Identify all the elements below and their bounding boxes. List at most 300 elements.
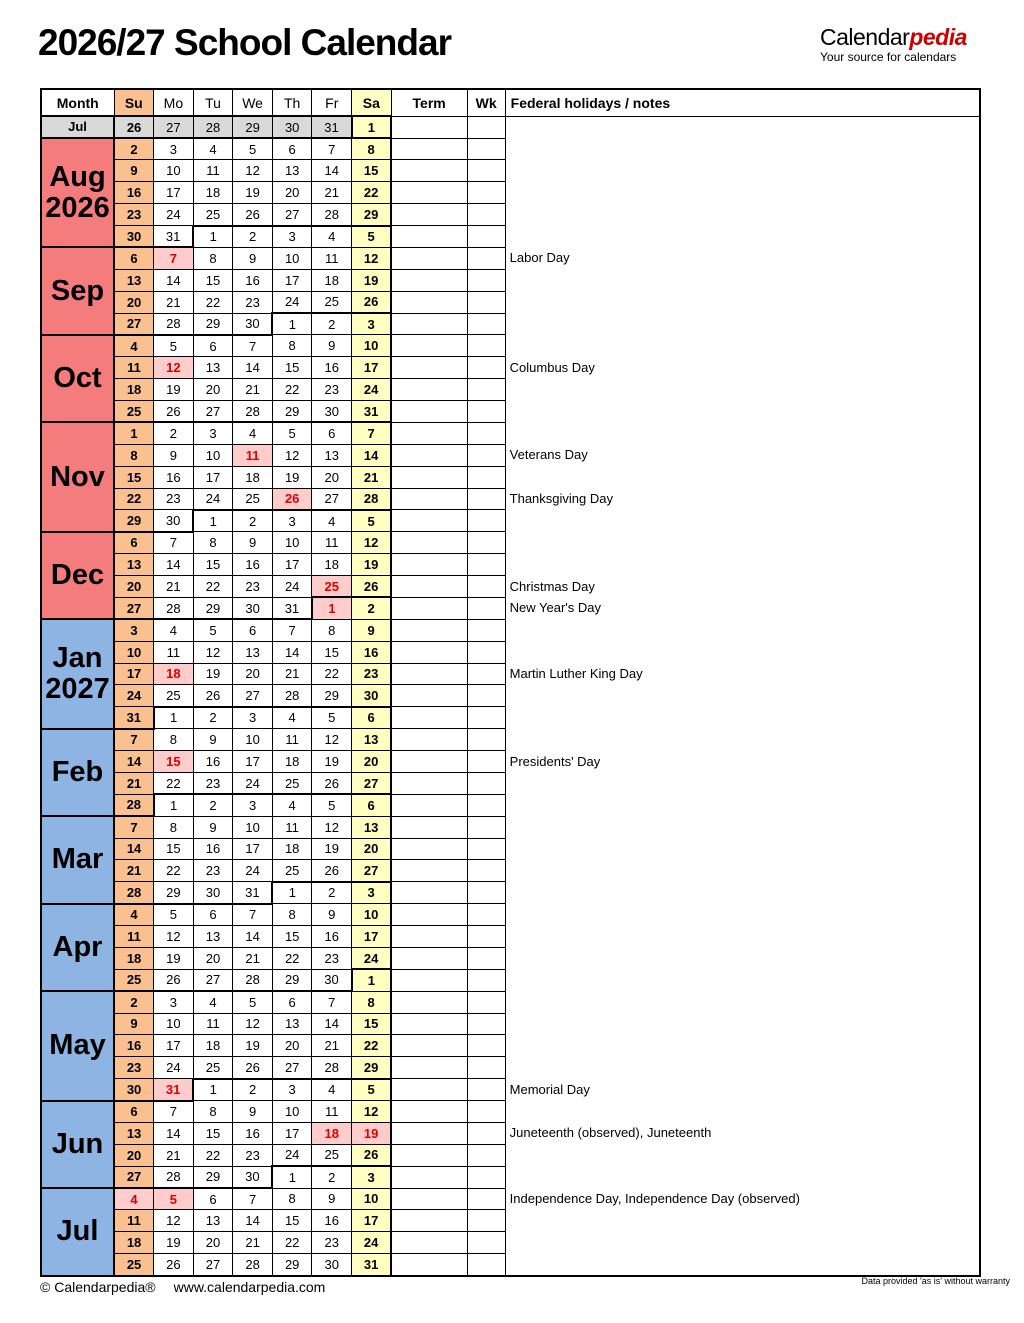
date-cell: 1 <box>193 510 233 532</box>
date-cell: 23 <box>193 860 233 882</box>
holiday-note: Independence Day, Independence Day (observed) <box>509 1191 800 1206</box>
column-header-fr: Fr <box>312 89 352 116</box>
wk-cell <box>467 379 505 401</box>
date-cell: 16 <box>154 466 194 488</box>
date-cell: 20 <box>114 576 154 598</box>
date-cell: 22 <box>272 1232 312 1254</box>
term-cell <box>391 1254 467 1276</box>
date-cell: 26 <box>233 1057 273 1079</box>
date-cell: 12 <box>312 816 352 838</box>
term-cell <box>391 401 467 423</box>
date-cell: 30 <box>233 313 273 335</box>
wk-cell <box>467 619 505 641</box>
date-cell: 29 <box>352 204 392 226</box>
date-cell: 18 <box>193 182 233 204</box>
date-cell: 9 <box>352 619 392 641</box>
wk-cell <box>467 1079 505 1101</box>
column-header-tu: Tu <box>193 89 233 116</box>
date-cell: 27 <box>233 685 273 707</box>
date-cell: 10 <box>352 1188 392 1210</box>
date-cell: 19 <box>352 269 392 291</box>
term-cell <box>391 160 467 182</box>
date-cell: 10 <box>272 247 312 269</box>
date-cell: 4 <box>193 138 233 160</box>
date-cell: 13 <box>272 160 312 182</box>
date-cell: 21 <box>233 379 273 401</box>
date-cell: 1 <box>193 226 233 248</box>
term-cell <box>391 729 467 751</box>
date-cell: 15 <box>193 554 233 576</box>
date-cell: 21 <box>312 1035 352 1057</box>
date-cell: 1 <box>272 313 312 335</box>
date-cell: 29 <box>352 1057 392 1079</box>
date-cell: 8 <box>272 904 312 926</box>
date-cell: 6 <box>272 991 312 1013</box>
date-cell: 15 <box>272 926 312 948</box>
date-cell: 22 <box>114 488 154 510</box>
date-cell: 25 <box>193 204 233 226</box>
wk-cell <box>467 751 505 773</box>
date-cell: 5 <box>312 707 352 729</box>
date-cell: 29 <box>272 1254 312 1276</box>
date-cell: 22 <box>272 947 312 969</box>
date-cell: 12 <box>193 641 233 663</box>
date-cell: 8 <box>272 1188 312 1210</box>
date-cell: 10 <box>233 729 273 751</box>
date-cell: 3 <box>272 1079 312 1101</box>
date-cell: 26 <box>154 1254 194 1276</box>
date-cell: 31 <box>233 882 273 904</box>
wk-cell <box>467 532 505 554</box>
date-cell: 15 <box>154 751 194 773</box>
date-cell: 19 <box>233 182 273 204</box>
term-cell <box>391 1013 467 1035</box>
term-cell <box>391 576 467 598</box>
date-cell: 5 <box>352 1079 392 1101</box>
date-cell: 2 <box>233 226 273 248</box>
date-cell: 7 <box>312 991 352 1013</box>
wk-cell <box>467 269 505 291</box>
date-cell: 27 <box>352 772 392 794</box>
date-cell: 25 <box>272 860 312 882</box>
date-cell: 27 <box>114 597 154 619</box>
date-cell: 24 <box>233 860 273 882</box>
date-cell: 30 <box>193 882 233 904</box>
date-cell: 17 <box>272 554 312 576</box>
date-cell: 29 <box>193 597 233 619</box>
holiday-note: New Year's Day <box>509 600 602 616</box>
term-cell <box>391 641 467 663</box>
date-cell: 24 <box>272 576 312 598</box>
date-cell: 23 <box>352 663 392 685</box>
date-cell: 23 <box>114 204 154 226</box>
footer <box>40 1279 325 1295</box>
date-cell: 12 <box>352 532 392 554</box>
date-cell: 16 <box>312 1210 352 1232</box>
date-cell: 27 <box>352 860 392 882</box>
term-cell <box>391 379 467 401</box>
date-cell: 2 <box>312 1166 352 1188</box>
date-cell: 7 <box>233 335 273 357</box>
date-cell: 11 <box>272 816 312 838</box>
date-cell: 11 <box>312 1101 352 1123</box>
date-cell: 18 <box>114 1232 154 1254</box>
date-cell: 27 <box>114 1166 154 1188</box>
date-cell: 26 <box>114 116 154 138</box>
date-cell: 20 <box>114 291 154 313</box>
term-cell <box>391 182 467 204</box>
term-cell <box>391 1210 467 1232</box>
logo-wordmark <box>820 26 967 49</box>
date-cell: 22 <box>193 291 233 313</box>
term-cell <box>391 444 467 466</box>
date-cell: 1 <box>272 882 312 904</box>
date-cell: 3 <box>233 794 273 816</box>
date-cell: 17 <box>193 466 233 488</box>
date-cell: 16 <box>114 1035 154 1057</box>
date-cell: 12 <box>154 926 194 948</box>
date-cell: 7 <box>233 904 273 926</box>
footer-disclaimer: Data provided 'as is' without warranty <box>861 1276 1010 1286</box>
date-cell: 27 <box>193 969 233 991</box>
date-cell: 18 <box>114 947 154 969</box>
date-cell: 14 <box>233 357 273 379</box>
date-cell: 4 <box>193 991 233 1013</box>
date-cell: 2 <box>193 707 233 729</box>
wk-cell <box>467 1210 505 1232</box>
date-cell: 6 <box>193 335 233 357</box>
date-cell: 10 <box>154 160 194 182</box>
wk-cell <box>467 1122 505 1144</box>
term-cell <box>391 138 467 160</box>
date-cell: 2 <box>114 991 154 1013</box>
date-cell: 26 <box>312 772 352 794</box>
date-cell: 4 <box>114 335 154 357</box>
date-cell: 13 <box>193 357 233 379</box>
date-cell: 30 <box>312 401 352 423</box>
date-cell: 25 <box>114 1254 154 1276</box>
date-cell: 25 <box>114 401 154 423</box>
date-cell: 3 <box>352 1166 392 1188</box>
date-cell: 12 <box>352 247 392 269</box>
date-cell: 19 <box>312 838 352 860</box>
holiday-note: Columbus Day <box>509 359 595 375</box>
date-cell: 14 <box>272 641 312 663</box>
date-cell: 8 <box>154 816 194 838</box>
date-cell: 23 <box>312 947 352 969</box>
month-label-jul: Jul <box>41 1188 114 1276</box>
wk-cell <box>467 182 505 204</box>
date-cell: 26 <box>352 1144 392 1166</box>
term-cell <box>391 1166 467 1188</box>
date-cell: 29 <box>154 882 194 904</box>
wk-cell <box>467 641 505 663</box>
wk-cell <box>467 707 505 729</box>
date-cell: 1 <box>154 794 194 816</box>
date-cell: 6 <box>272 138 312 160</box>
date-cell: 7 <box>114 729 154 751</box>
date-cell: 2 <box>352 597 392 619</box>
holiday-note: Juneteenth (observed), Juneteenth <box>509 1125 712 1141</box>
wk-cell <box>467 116 505 138</box>
wk-cell <box>467 1232 505 1254</box>
column-header-wk: Wk <box>467 89 505 116</box>
term-cell <box>391 904 467 926</box>
date-cell: 25 <box>312 291 352 313</box>
wk-cell <box>467 204 505 226</box>
date-cell: 9 <box>233 532 273 554</box>
date-cell: 30 <box>233 597 273 619</box>
term-cell <box>391 269 467 291</box>
date-cell: 9 <box>193 816 233 838</box>
date-cell: 3 <box>272 226 312 248</box>
date-cell: 11 <box>312 532 352 554</box>
date-cell: 22 <box>352 182 392 204</box>
date-cell: 3 <box>352 313 392 335</box>
date-cell: 28 <box>154 597 194 619</box>
date-cell: 11 <box>193 1013 233 1035</box>
week-row <box>41 116 980 138</box>
date-cell: 5 <box>312 794 352 816</box>
date-cell: 21 <box>154 576 194 598</box>
date-cell: 6 <box>312 422 352 444</box>
term-cell <box>391 532 467 554</box>
date-cell: 31 <box>352 1254 392 1276</box>
date-cell: 8 <box>352 138 392 160</box>
term-cell <box>391 1232 467 1254</box>
date-cell: 12 <box>272 444 312 466</box>
date-cell: 29 <box>233 116 273 138</box>
date-cell: 31 <box>154 1079 194 1101</box>
wk-cell <box>467 401 505 423</box>
date-cell: 29 <box>114 510 154 532</box>
date-cell: 24 <box>352 1232 392 1254</box>
date-cell: 14 <box>352 444 392 466</box>
date-cell: 16 <box>114 182 154 204</box>
date-cell: 10 <box>352 335 392 357</box>
date-cell: 25 <box>154 685 194 707</box>
month-label-jun: Jun <box>41 1101 114 1189</box>
date-cell: 6 <box>114 1101 154 1123</box>
logo-text-black: Calendar <box>820 24 910 50</box>
date-cell: 20 <box>193 379 233 401</box>
date-cell: 31 <box>114 707 154 729</box>
date-cell: 21 <box>312 182 352 204</box>
footer-copyright: © Calendarpedia® <box>40 1279 156 1295</box>
wk-cell <box>467 1166 505 1188</box>
date-cell: 1 <box>193 1079 233 1101</box>
date-cell: 28 <box>114 882 154 904</box>
date-cell: 6 <box>233 619 273 641</box>
date-cell: 12 <box>154 1210 194 1232</box>
notes-list <box>506 117 979 1275</box>
date-cell: 27 <box>312 488 352 510</box>
date-cell: 3 <box>154 991 194 1013</box>
date-cell: 15 <box>352 160 392 182</box>
date-cell: 3 <box>233 707 273 729</box>
date-cell: 18 <box>233 466 273 488</box>
date-cell: 15 <box>114 466 154 488</box>
date-cell: 12 <box>312 729 352 751</box>
date-cell: 13 <box>193 1210 233 1232</box>
date-cell: 17 <box>154 1035 194 1057</box>
date-cell: 19 <box>352 1122 392 1144</box>
date-cell: 14 <box>154 269 194 291</box>
date-cell: 28 <box>154 1166 194 1188</box>
date-cell: 14 <box>154 554 194 576</box>
date-cell: 10 <box>114 641 154 663</box>
date-cell: 15 <box>272 357 312 379</box>
date-cell: 7 <box>154 532 194 554</box>
date-cell: 19 <box>154 1232 194 1254</box>
wk-cell <box>467 860 505 882</box>
logo-tagline: Your source for calendars <box>820 50 957 64</box>
date-cell: 9 <box>114 160 154 182</box>
footer-url[interactable]: www.calendarpedia.com <box>173 1279 326 1295</box>
month-label-jul-prev: Jul <box>41 116 114 138</box>
date-cell: 26 <box>193 685 233 707</box>
date-cell: 7 <box>154 247 194 269</box>
date-cell: 28 <box>233 969 273 991</box>
date-cell: 12 <box>154 357 194 379</box>
month-label-nov: Nov <box>41 422 114 531</box>
date-cell: 18 <box>114 379 154 401</box>
term-cell <box>391 291 467 313</box>
date-cell: 27 <box>114 313 154 335</box>
term-cell <box>391 969 467 991</box>
term-cell <box>391 882 467 904</box>
page-title: 2026/27 School Calendar <box>38 22 451 63</box>
date-cell: 4 <box>312 510 352 532</box>
holiday-note: Christmas Day <box>509 578 595 594</box>
month-label-mar: Mar <box>41 816 114 904</box>
date-cell: 4 <box>114 1188 154 1210</box>
date-cell: 10 <box>272 1101 312 1123</box>
term-cell <box>391 1057 467 1079</box>
date-cell: 26 <box>233 204 273 226</box>
date-cell: 19 <box>272 466 312 488</box>
wk-cell <box>467 729 505 751</box>
holiday-note: Thanksgiving Day <box>509 491 613 506</box>
date-cell: 23 <box>233 291 273 313</box>
date-cell: 17 <box>233 751 273 773</box>
date-cell: 22 <box>193 1144 233 1166</box>
date-cell: 19 <box>154 947 194 969</box>
date-cell: 20 <box>272 1035 312 1057</box>
date-cell: 12 <box>233 1013 273 1035</box>
date-cell: 12 <box>233 160 273 182</box>
date-cell: 21 <box>352 466 392 488</box>
date-cell: 26 <box>312 860 352 882</box>
date-cell: 9 <box>312 904 352 926</box>
date-cell: 22 <box>154 772 194 794</box>
date-cell: 9 <box>154 444 194 466</box>
month-label-may: May <box>41 991 114 1100</box>
date-cell: 3 <box>193 422 233 444</box>
date-cell: 14 <box>233 1210 273 1232</box>
date-cell: 13 <box>114 554 154 576</box>
date-cell: 16 <box>233 269 273 291</box>
date-cell: 19 <box>154 379 194 401</box>
date-cell: 30 <box>154 510 194 532</box>
date-cell: 9 <box>233 247 273 269</box>
term-cell <box>391 816 467 838</box>
date-cell: 29 <box>193 1166 233 1188</box>
column-header-month: Month <box>41 89 114 116</box>
date-cell: 25 <box>312 1144 352 1166</box>
date-cell: 1 <box>312 597 352 619</box>
term-cell <box>391 707 467 729</box>
date-cell: 25 <box>193 1057 233 1079</box>
date-cell: 3 <box>114 619 154 641</box>
date-cell: 23 <box>154 488 194 510</box>
date-cell: 11 <box>114 926 154 948</box>
wk-cell <box>467 488 505 510</box>
wk-cell <box>467 816 505 838</box>
date-cell: 10 <box>193 444 233 466</box>
date-cell: 2 <box>233 510 273 532</box>
wk-cell <box>467 904 505 926</box>
date-cell: 25 <box>312 576 352 598</box>
date-cell: 13 <box>272 1013 312 1035</box>
date-cell: 18 <box>312 269 352 291</box>
date-cell: 27 <box>272 204 312 226</box>
date-cell: 17 <box>352 926 392 948</box>
date-cell: 20 <box>233 663 273 685</box>
date-cell: 20 <box>352 838 392 860</box>
date-cell: 23 <box>193 772 233 794</box>
date-cell: 4 <box>114 904 154 926</box>
date-cell: 27 <box>272 1057 312 1079</box>
date-cell: 5 <box>154 1188 194 1210</box>
date-cell: 1 <box>352 116 392 138</box>
date-cell: 18 <box>154 663 194 685</box>
date-cell: 21 <box>272 663 312 685</box>
term-cell <box>391 838 467 860</box>
wk-cell <box>467 160 505 182</box>
term-cell <box>391 619 467 641</box>
date-cell: 5 <box>193 619 233 641</box>
date-cell: 15 <box>154 838 194 860</box>
notes-column <box>505 116 980 1276</box>
date-cell: 19 <box>193 663 233 685</box>
date-cell: 14 <box>233 926 273 948</box>
date-cell: 8 <box>352 991 392 1013</box>
date-cell: 17 <box>233 838 273 860</box>
wk-cell <box>467 1254 505 1276</box>
date-cell: 29 <box>272 401 312 423</box>
term-cell <box>391 116 467 138</box>
column-header-mo: Mo <box>154 89 194 116</box>
date-cell: 5 <box>352 510 392 532</box>
term-cell <box>391 794 467 816</box>
date-cell: 28 <box>352 488 392 510</box>
wk-cell <box>467 357 505 379</box>
column-header-notes: Federal holidays / notes <box>505 89 980 116</box>
date-cell: 8 <box>193 247 233 269</box>
date-cell: 24 <box>193 488 233 510</box>
term-cell <box>391 685 467 707</box>
date-cell: 12 <box>352 1101 392 1123</box>
wk-cell <box>467 947 505 969</box>
calendar-table <box>40 88 981 1277</box>
date-cell: 9 <box>193 729 233 751</box>
date-cell: 14 <box>154 1122 194 1144</box>
date-cell: 17 <box>272 1122 312 1144</box>
date-cell: 8 <box>154 729 194 751</box>
term-cell <box>391 772 467 794</box>
date-cell: 18 <box>272 751 312 773</box>
